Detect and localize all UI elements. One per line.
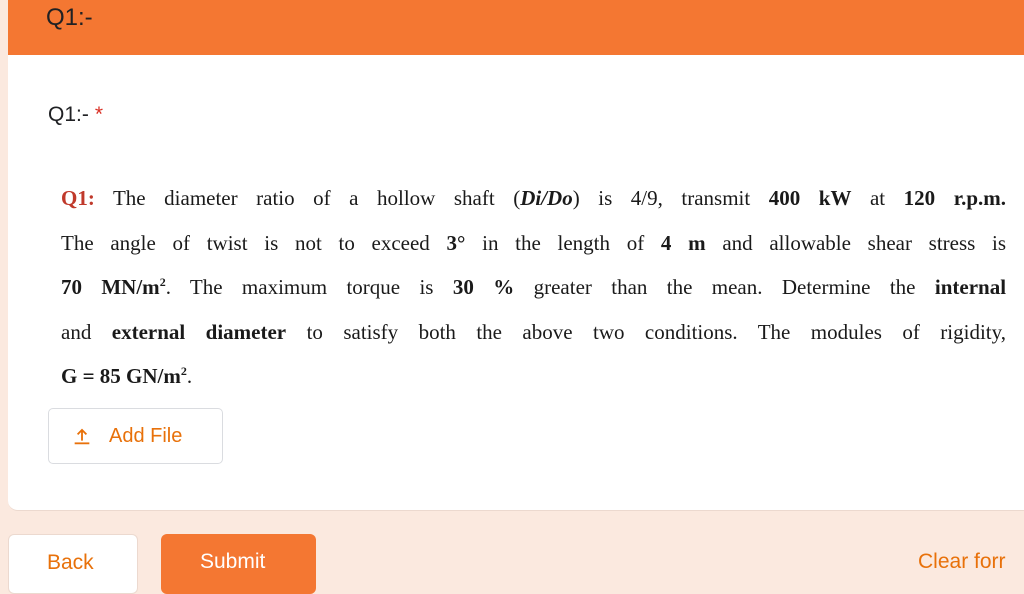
problem-text-fragment: and — [61, 319, 92, 344]
problem-line-5 — [61, 354, 1006, 399]
clear-form-button[interactable]: Clear forr — [918, 550, 1006, 573]
required-asterisk: * — [94, 103, 104, 126]
back-button[interactable] — [8, 534, 138, 594]
submit-button[interactable] — [161, 534, 316, 594]
problem-statement — [61, 176, 1006, 399]
rigidity-value: G = 85 GN/m — [61, 364, 181, 388]
power-value: 400 kW — [768, 186, 852, 210]
problem-text-fragment: . — [186, 364, 193, 388]
section-title: Q1:- — [46, 4, 93, 31]
back-label: Back — [47, 551, 94, 574]
add-file-label: Add File — [109, 424, 183, 447]
question-title-text: Q1:- — [48, 103, 89, 126]
problem-text-fragment: The angle of twist is not to exceed — [61, 230, 430, 255]
external-diameter-keyword: external diameter — [111, 319, 287, 344]
problem-label: Q1: — [61, 186, 95, 210]
problem-text-fragment: The diameter ratio of a hollow shaft ( — [112, 186, 521, 210]
upload-icon — [71, 425, 93, 447]
twist-angle-value: 3° — [446, 230, 466, 255]
submit-label: Submit — [200, 550, 266, 573]
exponent: 2 — [159, 275, 166, 289]
question-title — [48, 103, 103, 127]
speed-value: 120 r.p.m. — [903, 186, 1007, 210]
length-value: 4 m — [660, 230, 706, 255]
section-header — [8, 0, 1024, 55]
torque-percent-value: 30 % — [452, 275, 515, 299]
problem-text-fragment: in the length of — [482, 230, 645, 255]
problem-line-3 — [61, 265, 1006, 310]
problem-line-4 — [61, 310, 1006, 355]
add-file-button[interactable] — [48, 408, 223, 464]
problem-text-fragment: to satisfy both the above two conditions. The modules of rigidity, — [306, 319, 1007, 344]
diameter-ratio-symbol: Di/Do — [520, 186, 573, 210]
problem-text-fragment: . The maximum torque is — [165, 275, 434, 299]
shear-stress-value: 70 MN/m — [61, 275, 160, 299]
problem-line-1 — [61, 176, 1006, 221]
question-card — [8, 55, 1024, 511]
problem-text-fragment: and allowable shear stress is — [722, 230, 1007, 255]
problem-text-fragment: greater than the mean. Determine the — [533, 275, 916, 299]
problem-text-fragment: ) is 4/9, transmit — [572, 186, 751, 210]
problem-text-fragment: at — [869, 186, 886, 210]
exponent: 2 — [180, 364, 187, 378]
internal-keyword: internal — [934, 275, 1007, 299]
problem-line-2 — [61, 221, 1006, 266]
